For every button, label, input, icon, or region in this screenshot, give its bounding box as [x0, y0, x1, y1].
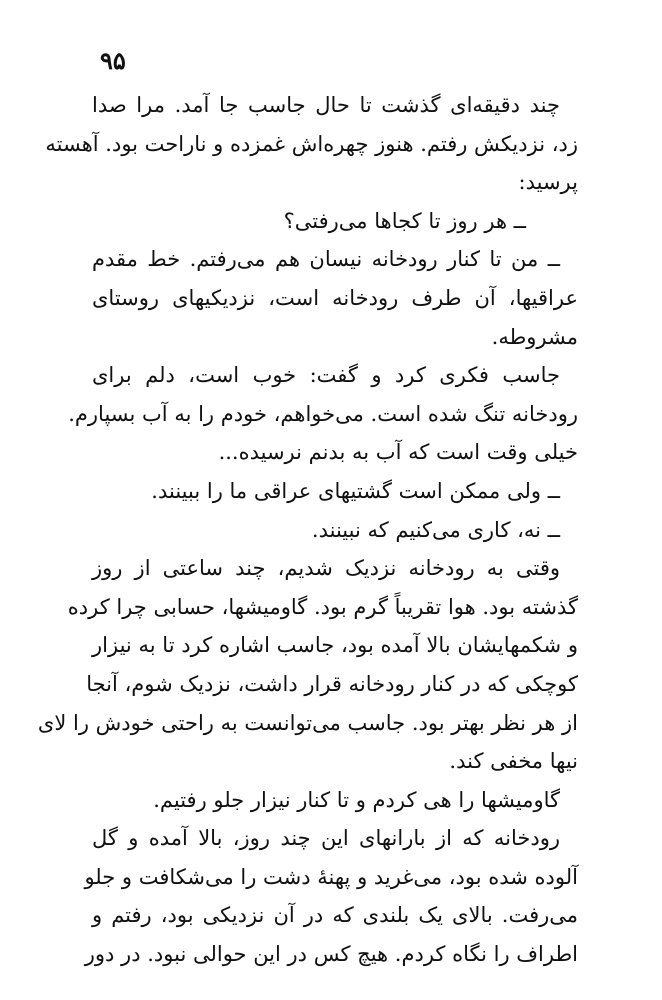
page-number: ۹۵ [100, 46, 126, 75]
text-line: گذشته بود. هوا تقریباً گرم بود. گاومیشها، حسابی چرا کرده [67, 594, 578, 619]
text-line: گاومیشها را هی کردم و تا کنار نیزار جلو رفتیم. [153, 787, 560, 812]
text-line: جاسب فکری کرد و گفت: خوب است، دلم برای [92, 363, 560, 388]
text-line: آلوده شده بود، می‌غرید و پهنهٔ دشت را می‌شکافت و جلو [84, 864, 578, 889]
text-line: اطراف را نگاه کردم. هیچ کس در این حوالی نبود. در دور [84, 942, 578, 967]
text-line: ــ ولی ممکن است گشتیهای عراقی ما را ببینند. [151, 478, 560, 503]
body-text [37, 86, 578, 974]
text-line: کوچکی که در کنار رودخانه قرار داشت، نزدیک شوم، آنجا [86, 671, 578, 696]
text-line: نیها مخفی کند. [449, 749, 578, 774]
text-line: وقتی به رودخانه نزدیک شدیم، چند ساعتی از روز [92, 556, 560, 581]
text-line: رودخانه که از بارانهای این چند روز، بالا آمده و گل [92, 826, 560, 851]
text-line: می‌رفت. بالای یک بلندی که در آن نزدیکی بود، رفتم و [92, 903, 578, 928]
text-line: رودخانه تنگ شده است. می‌خواهم، خودم را به آب بسپارم. [68, 401, 578, 426]
text-line: مشروطه. [491, 324, 578, 349]
text-line: چند دقیقه‌ای گذشت تا حال جاسب جا آمد. مرا صدا [92, 93, 560, 117]
text-line: عراقیها، آن طرف رودخانه است، نزدیکیهای روستای [92, 285, 578, 310]
text-line: پرسید: [518, 170, 578, 195]
text-line: و شکمهایشان بالا آمده بود، جاسب اشاره کرد تا به نیزار [92, 633, 578, 658]
text-line: خیلی وقت است که آب به بدنم نرسیده... [218, 440, 578, 465]
text-line: ــ نه، کاری می‌کنیم که نبینند. [311, 517, 560, 542]
text-line: ــ هر روز تا کجاها می‌رفتی؟ [283, 208, 526, 233]
text-line: ــ من تا کنار رودخانه نیسان هم می‌رفتم. خط مقدم [92, 247, 560, 272]
text-line: زد، نزدیکش رفتم. هنوز چهره‌اش غمزده و ناراحت بود. آهسته [45, 131, 578, 156]
text-line: از هر نظر بهتر بود. جاسب می‌توانست به راحتی خودش را لای [37, 710, 578, 735]
